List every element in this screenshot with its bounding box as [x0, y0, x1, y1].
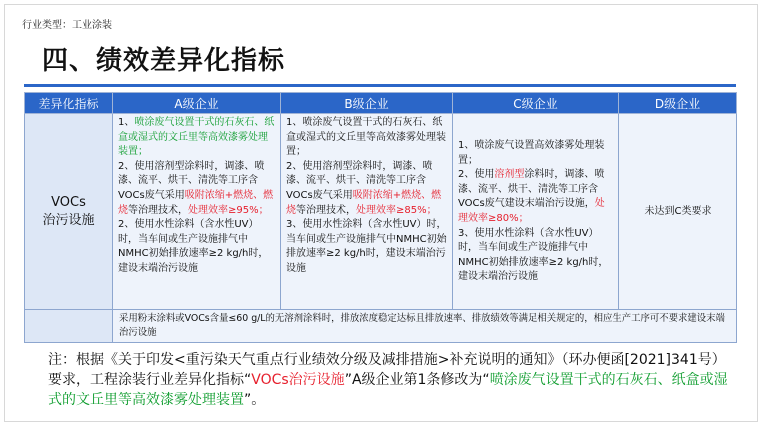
c-item-2: 2、使用溶剂型涂料时，调漆、喷漆、流平、烘干、清洗等工序含VOCs废气建设末端治污设施，处理效率≥80%； — [458, 169, 605, 224]
table-note: 采用粉末涂料或VOCs含量≤60 g/L的无溶剂涂料时，排放浓度稳定达标且排放速率、排放绩效等满足相关规定的，相应生产工序可不要求建设末端治污设施 — [113, 310, 737, 343]
grade-d-cell: 未达到C类要求 — [619, 114, 737, 310]
industry-label: 行业类型：工业涂装 — [22, 20, 112, 31]
b-item-1: 1、喷涂废气设置干式的石灰石、纸盒或湿式的文丘里等高效漆雾处理装置； — [286, 117, 446, 158]
header-grade-a: A级企业 — [113, 93, 281, 114]
grade-a-cell — [113, 114, 281, 310]
a-item-2: 2、使用溶剂型涂料时，调漆、喷漆、流平、烘干、清洗等工序含VOCs废气采用吸附浓缩+燃烧、燃烧等治理技术，处理效率≥95%； — [118, 160, 274, 216]
footnote-highlight-requirement: 喷涂废气设置干式的石灰石、纸盒或湿式的文丘里等高效漆雾处理装置 — [48, 372, 728, 408]
grade-c-cell — [453, 114, 619, 310]
footnote: 注：根据《关于印发<重污染天气重点行业绩效分级及减排措施>补充说明的通知》（环办便函[2021]341号）要求，工程涂装行业差异化指标“VOCs治污设施”A级企业第1条修改为“喷涂废气设置干式的石灰石、纸盒或湿式的文丘里等高效漆雾处理装置”。 — [48, 352, 728, 408]
header-grade-c: C级企业 — [453, 93, 619, 114]
category-line-1: VOCs — [51, 194, 86, 210]
category-line-2: 治污设施 — [42, 212, 95, 228]
table-row — [25, 114, 737, 310]
table-header-row — [25, 93, 737, 114]
header-grade-d: D级企业 — [619, 93, 737, 114]
header-indicator: 差异化指标 — [25, 93, 113, 114]
b-item-2: 2、使用溶剂型涂料时，调漆、喷漆、流平、烘干、清洗等工序含VOCs废气采用吸附浓缩+燃烧、燃烧等治理技术，处理效率≥85%； — [286, 160, 442, 216]
header-grade-b: B级企业 — [281, 93, 453, 114]
c-item-1: 1、喷涂废气设置高效漆雾处理装置； — [458, 140, 605, 166]
b-item-3: 3、使用水性涂料（含水性UV）时，当车间或生产设施排气中NMHC初始排放速率≥2 kg/h时，建设末端治污设施 — [286, 219, 447, 274]
footnote-highlight-indicator: VOCs治污设施 — [251, 372, 345, 388]
page-title: 四、绩效差异化指标 — [42, 46, 286, 76]
title-divider — [24, 84, 736, 87]
grade-b-cell — [281, 114, 453, 310]
table-note-row — [25, 310, 737, 343]
c-item-3: 3、使用水性涂料（含水性UV）时，当车间或生产设施排气中NMHC初始排放速率≥2 kg/h时，建设末端治污设施 — [458, 227, 609, 283]
note-spacer — [25, 310, 113, 343]
indicator-table — [24, 92, 737, 343]
a-item-1: 1、喷涂废气设置干式的石灰石、纸盒或湿式的文丘里等高效漆雾处理装置； — [118, 117, 275, 158]
category-cell — [25, 114, 113, 310]
a-item-1-highlight: 喷涂废气设置干式的石灰石、纸盒或湿式的文丘里等高效漆雾处理装置； — [118, 117, 275, 158]
a-item-3: 2、使用水性涂料（含水性UV）时，当车间或生产设施排气中NMHC初始排放速率≥2 kg/h时，建设末端治污设施 — [118, 219, 269, 274]
